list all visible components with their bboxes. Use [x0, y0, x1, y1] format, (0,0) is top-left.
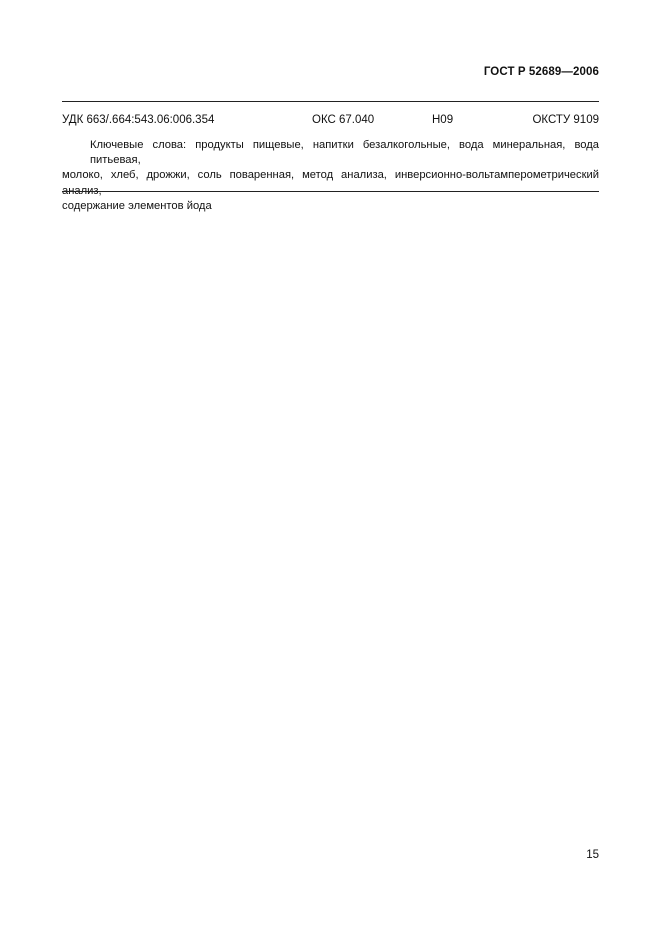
- keywords-line-3: содержание элементов йода: [62, 199, 212, 212]
- classification-row: [62, 114, 599, 130]
- udk-code: УДК 663/.664:543.06:006.354: [62, 114, 215, 126]
- keywords-line-1: Ключевые слова: продукты пищевые, напитки безалкогольные, вода минеральная, вода питьевая,: [90, 139, 599, 167]
- oks-code: ОКС 67.040: [312, 114, 375, 126]
- category-code: Н09: [432, 114, 454, 126]
- bottom-divider: [62, 191, 599, 192]
- standard-header: ГОСТ Р 52689—2006: [483, 66, 599, 78]
- page-number: 15: [586, 849, 599, 861]
- top-divider: [62, 101, 599, 102]
- keywords-paragraph: [62, 138, 599, 214]
- keywords-line-2: молоко, хлеб, дрожжи, соль поваренная, метод анализа, инверсионно-вольтамперометрический анализ,: [62, 169, 599, 197]
- okstu-code: ОКСТУ 9109: [532, 114, 599, 126]
